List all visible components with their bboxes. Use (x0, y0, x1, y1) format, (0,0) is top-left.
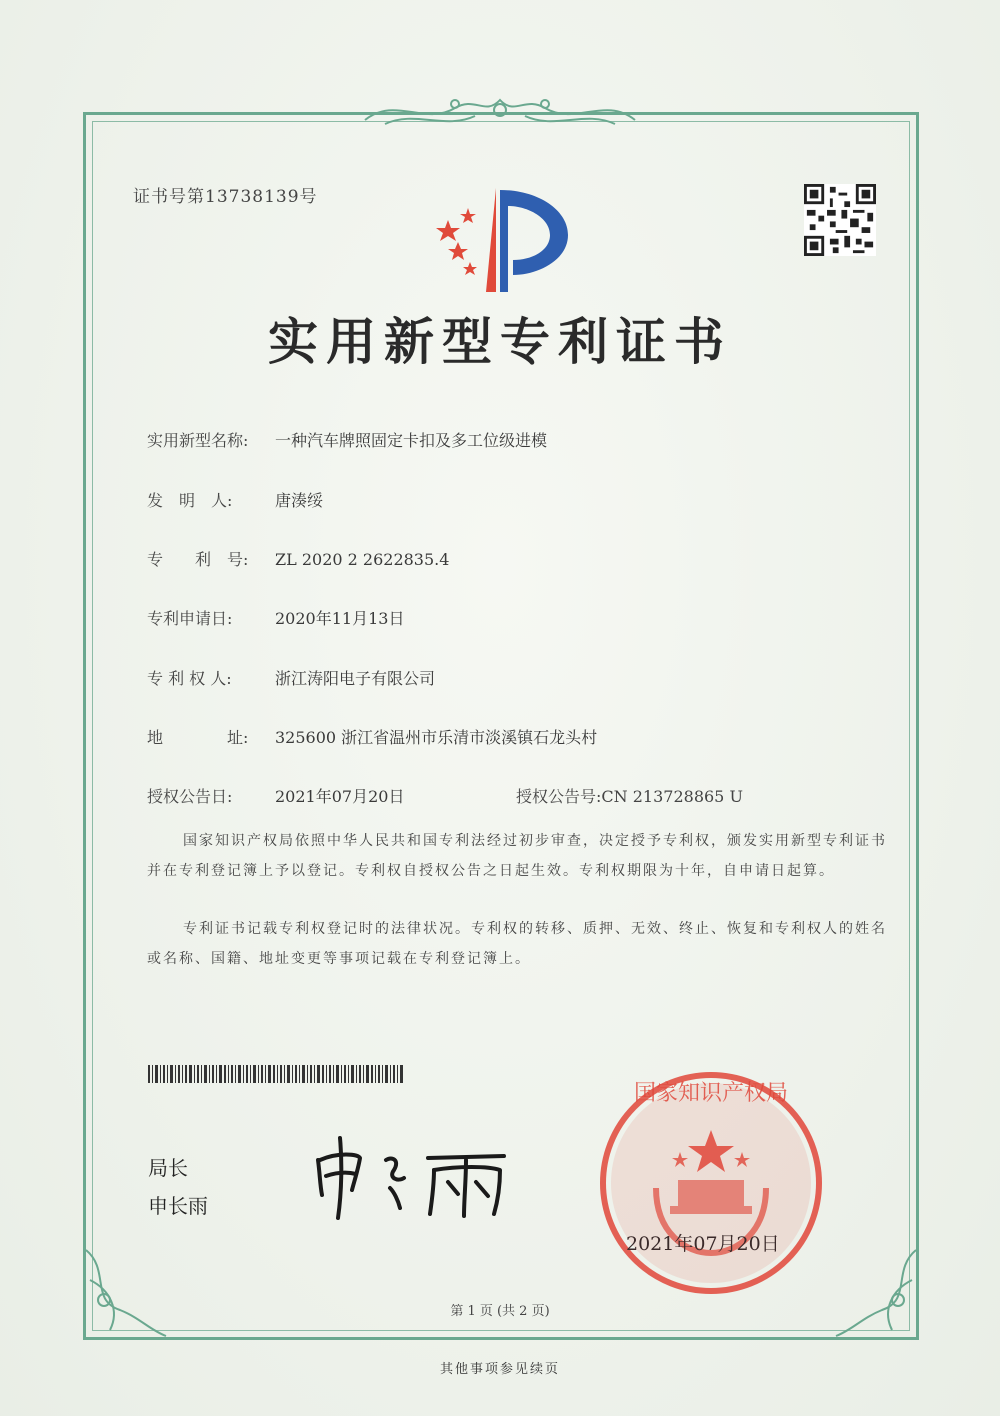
top-ornament (355, 86, 645, 132)
footer-note: 其他事项参见续页 (439, 1362, 560, 1377)
field-value: 一种汽车牌照固定卡扣及多工位级进模 (275, 431, 548, 450)
field-label: 发 明 人: (147, 491, 233, 510)
qr-code-icon (804, 184, 876, 256)
field-label: 授权公告日: (147, 787, 233, 806)
certificate-number: 证书号第13738139号 (133, 187, 318, 207)
field-label: 专 利 号: (147, 550, 249, 569)
field-label: 专利申请日: (147, 609, 233, 628)
corner-ornament-right (832, 1240, 922, 1340)
statement-paragraph-1: 国家知识产权局依照中华人民共和国专利法经过初步审查，决定授予专利权，颁发实用新型专利证书并在专利登记簿上予以登记。专利权自授权公告之日起生效。专利权期限为十年，自申请日起算。 (147, 833, 887, 879)
field-announcement-number (516, 784, 743, 807)
seal-text: 国家知识产权局 (633, 1081, 789, 1106)
official-seal-icon (596, 1068, 826, 1298)
field-value: 浙江涛阳电子有限公司 (275, 669, 436, 688)
patent-office-logo-icon (428, 180, 578, 295)
field-value: CN 213728865 U (601, 787, 743, 806)
field-application-date (147, 606, 404, 629)
field-value: ZL 2020 2 2622835.4 (275, 550, 450, 569)
field-patentee (147, 666, 435, 689)
document-title: 实用新型专利证书 (268, 313, 732, 371)
director-name: 申长雨 (148, 1194, 208, 1218)
field-address (147, 725, 597, 748)
field-grant-date (147, 784, 404, 807)
seal-date: 2021年07月20日 (626, 1233, 780, 1255)
statement-paragraph-2: 专利证书记载专利权登记时的法律状况。专利权的转移、质押、无效、终止、恢复和专利权人的姓名或名称、国籍、地址变更等事项记载在专利登记簿上。 (147, 921, 887, 967)
field-patent-number (147, 547, 449, 570)
field-utility-model-name (147, 428, 547, 451)
field-label: 专 利 权 人: (147, 669, 232, 688)
field-label: 地 址: (147, 728, 249, 747)
director-title: 局长 (148, 1156, 188, 1180)
barcode-icon (148, 1065, 403, 1083)
field-label: 实用新型名称: (147, 431, 249, 450)
field-value: 2020年11月13日 (275, 609, 405, 628)
director-signature-icon (308, 1130, 518, 1220)
field-value: 唐湊绥 (275, 491, 324, 510)
field-value: 2021年07月20日 (275, 787, 405, 806)
field-inventor (147, 488, 323, 511)
field-value: 325600 浙江省温州市乐清市淡溪镇石龙头村 (275, 728, 598, 747)
corner-ornament-left (80, 1240, 170, 1340)
field-label: 授权公告号: (516, 787, 602, 806)
page-number: 第 1 页 (共 2 页) (450, 1304, 550, 1319)
